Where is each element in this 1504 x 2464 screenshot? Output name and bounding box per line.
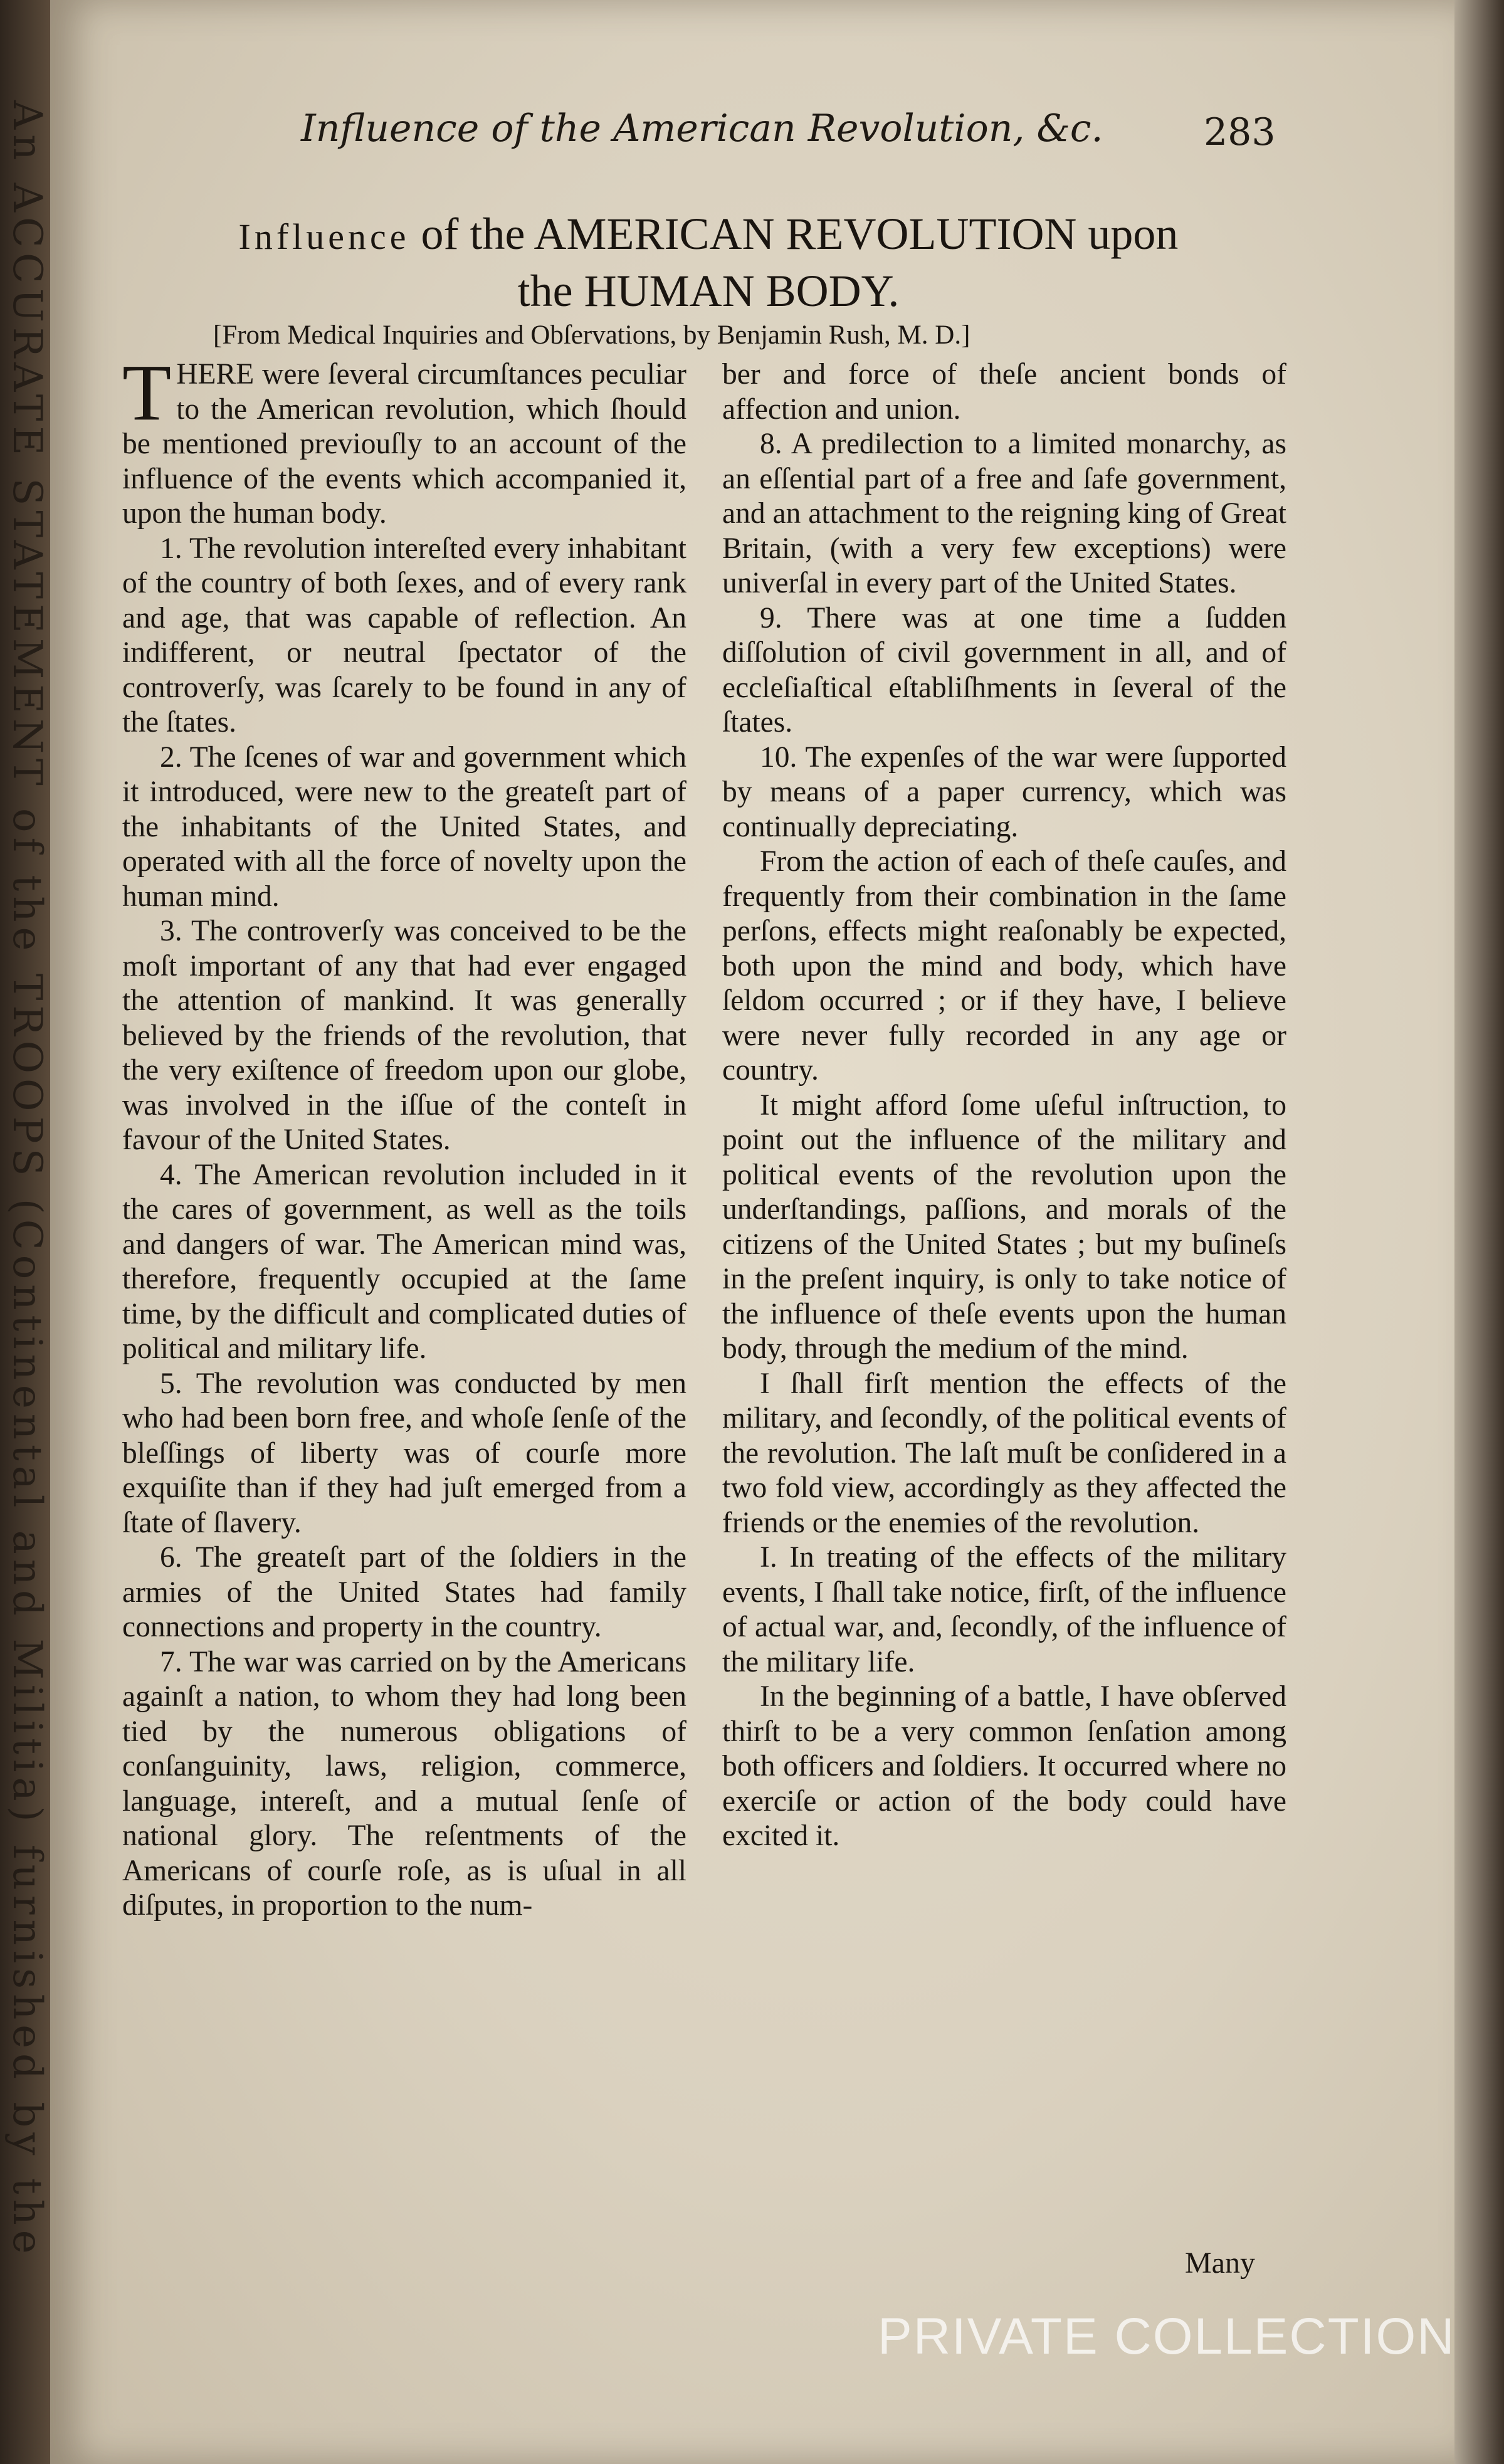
title-prefix: Influence — [238, 216, 410, 257]
source-attribution: [From Medical Inquiries and Obſervations, by Benjamin Rush, M. D.] — [213, 320, 970, 350]
paragraph-text: HERE were ſeveral circumſtances peculiar to the American revolution, which ſhould be mentioned previouſly to an account of the influence of the events which accompanied it, upon the human body. — [122, 358, 686, 530]
paragraph: 10. The expenſes of the war were ſupported by means of a paper currency, which was continually depreciating. — [722, 740, 1286, 843]
watermark: PRIVATE COLLECTION — [878, 2308, 1456, 2365]
page-number: 283 — [1204, 110, 1276, 154]
paragraph: 1. The revolution intereſted every inhabitant of the country of both ſexes, and of every rank and age, that was capable of reflection. An indifferent, or neutral ſpectator of the controverſy, was ſcarely to be found in any of the ſtates. — [122, 532, 686, 739]
paragraph: 6. The greateſt part of the ſoldiers in the armies of the United States had family connections and property in the country. — [122, 1541, 686, 1643]
paragraph: 8. A predilection to a limited monarchy, as an eſſential part of a free and ſafe government, and an attachment to the reigning king of Great Britain, (with a very few exceptions) were univerſal in every part of the United States. — [722, 428, 1286, 599]
right-column — [722, 357, 1286, 1854]
paragraph: I. In treating of the effects of the military events, I ſhall take notice, firſt, of the influence of actual war, and, ſecondly, of the influence of the military life. — [722, 1541, 1286, 1678]
catchword: Many — [1185, 2246, 1255, 2280]
paragraph: I ſhall firſt mention the effects of the military, and ſecondly, of the political events of the revolution. The laſt muſt be conſidered in a two fold view, accordingly as they affected the friends or the enemies of the revolution. — [722, 1367, 1286, 1539]
paragraph: In the beginning of a battle, I have obſerved thirſt to be a very common ſenſation among both officers and ſoldiers. It occurred where no exerciſe or action of the body could have excited it. — [722, 1680, 1286, 1852]
paragraph — [122, 348, 686, 532]
drop-cap: T — [122, 348, 172, 437]
running-header: Influence of the American Revolution, &c. — [301, 107, 1103, 150]
paragraph: 5. The revolution was conducted by men who had been born free, and whoſe ſenſe of the bleſſings of liberty was of courſe more exquiſite than if they had juſt emerged from a ſtate of ſlavery. — [122, 1367, 686, 1539]
paragraph: 2. The ſcenes of war and government which it introduced, were new to the greateſt part of the inhabitants of the United States, and operated with all the force of novelty upon the human mind. — [122, 740, 686, 913]
facing-page-text: An ACCURATE STATEMENT of the TROOPS (Continental and Militia) furnished by the — [4, 100, 50, 2259]
paragraph: 4. The American revolution included in it the cares of government, as well as the toils and dangers of war. The American mind was, therefore, frequently occupied at the ſame time, by the difficult and complicated duties of political and military life. — [122, 1158, 686, 1365]
paragraph: 9. There was at one time a ſudden diſſolution of civil government in all, and of eccleſiaſtical eſtabliſhments in ſeveral of the ſtates. — [722, 601, 1286, 739]
book-spine-edge — [0, 0, 50, 2464]
title-line2: the HUMAN BODY. — [517, 266, 900, 316]
paragraph: It might afford ſome uſeful inſtruction, to point out the influence of the military and political events of the revolution upon the underſtandings, paſſions, and morals of the citizens of the United States ; but my buſineſs in the preſent inquiry, is only to take notice of the influence of theſe events upon the human body, through the medium of the mind. — [722, 1088, 1286, 1365]
paragraph: 7. The war was carried on by the Americans againſt a nation, to whom they had long been tied by the numerous obligations of conſanguinity, laws, religion, commerce, language, intereſt, and a mutual ſenſe of national glory. The reſentments of the Americans of courſe roſe, as is uſual in all diſputes, in proportion to the num- — [122, 1645, 686, 1922]
article-title — [125, 207, 1291, 318]
paragraph-continuation: ber and force of theſe ancient bonds of affection and union. — [722, 358, 1286, 426]
left-column — [122, 348, 686, 1924]
title-line1: of the AMERICAN REVOLUTION upon — [421, 209, 1179, 259]
paragraph: From the action of each of theſe cauſes, and frequently from their combination in the ſame perſons, effects might reaſonably be expected, both upon the mind and body, which have ſeldom occurred ; or if they have, I believe were never fully recorded in any age or country. — [722, 845, 1286, 1087]
paragraph: 3. The controverſy was conceived to be the moſt important of any that had ever engaged the attention of mankind. It was generally believed by the friends of the revolution, that the very exiſtence of freedom upon our globe, was involved in the iſſue of the conteſt in favour of the United States. — [122, 915, 686, 1156]
